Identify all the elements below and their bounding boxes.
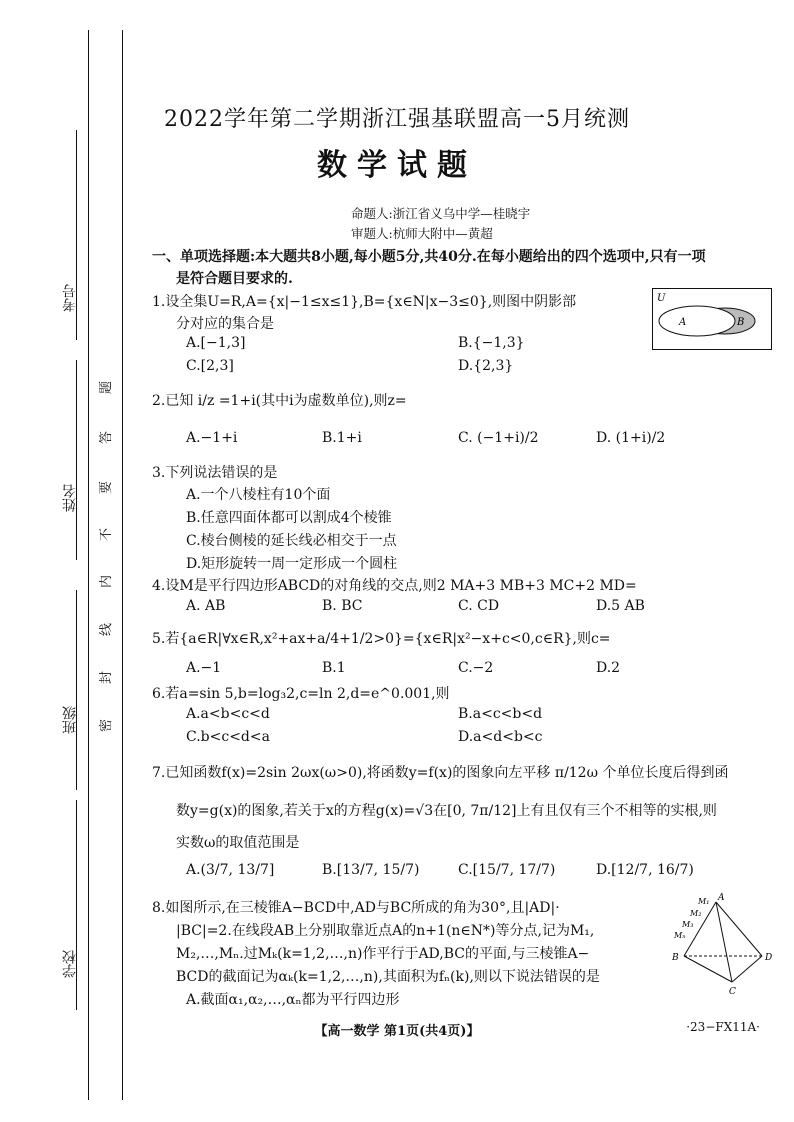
q6-option-c[interactable]: C.b<c<d<a xyxy=(186,729,270,745)
xingming-underline xyxy=(76,360,77,560)
venn-set-a xyxy=(659,306,735,336)
kaohao-label: 考号 xyxy=(62,284,78,312)
margin-line-inner xyxy=(122,30,123,1100)
paper-code: ·23−FX11A· xyxy=(686,1020,760,1034)
q8-stem: 8.如图所示,在三棱锥A−BCD中,AD与BC所成的角为30°,且|AD|· xyxy=(152,900,560,916)
exam-title: 2022学年第二学期浙江强基联盟高一5月统测 xyxy=(164,107,630,132)
q5-option-d[interactable]: D.2 xyxy=(596,660,621,676)
seal-char-4: 不 xyxy=(99,527,115,542)
q2-option-b[interactable]: B.1+i xyxy=(322,430,362,446)
edge-bc xyxy=(684,956,732,982)
q4-stem: 4.设M是平行四边形ABCD的对角线的交点,则2 MA+3 MB+3 MC+2 MD= xyxy=(152,578,637,594)
tetrahedron-figure xyxy=(666,890,776,998)
q1-option-c[interactable]: C.[2,3] xyxy=(186,358,234,374)
fig-label-m3: M₃ xyxy=(682,920,694,929)
q1-stem: 1.设全集U=R,A={x|−1≤x≤1},B={x∈N|x−3≤0},则图中阴影部 xyxy=(152,294,577,310)
q5-option-b[interactable]: B.1 xyxy=(322,660,346,676)
q4-option-c[interactable]: C. CD xyxy=(458,598,500,614)
venn-label-b: B xyxy=(737,317,745,328)
edge-cd xyxy=(732,956,762,982)
setter: 命题人:浙江省义乌中学—桂晓宇 xyxy=(351,206,531,221)
q4-option-b[interactable]: B. BC xyxy=(322,598,363,614)
seal-char-8: 密 xyxy=(99,718,115,733)
fig-label-d: D xyxy=(765,953,773,963)
q8-stem-cont2: M₂,…,Mₙ.过Mₖ(k=1,2,…,n)作平行于AD,BC的平面,与三棱锥A− xyxy=(176,946,590,962)
q1-stem-cont: 分对应的集合是 xyxy=(176,316,274,332)
seal-char-2: 答 xyxy=(99,430,115,445)
q3-stem: 3.下列说法错误的是 xyxy=(152,465,278,481)
q7-stem-cont: 数y=g(x)的图象,若关于x的方程g(x)=√3在[0, 7π/12]上有且仅有三个不相等的实根,则 xyxy=(176,803,717,819)
q7-option-a[interactable]: A.(3/7, 13/7] xyxy=(186,862,275,878)
section1-heading-cont: 是符合题目要求的. xyxy=(176,271,293,287)
fig-label-mn: Mₙ xyxy=(674,931,686,940)
seal-char-3: 要 xyxy=(99,480,115,495)
edge-ac xyxy=(716,902,732,982)
fig-label-m1: M₁ xyxy=(698,897,710,906)
q3-option-c[interactable]: C.棱台侧棱的延长线必相交于一点 xyxy=(186,533,397,549)
q6-option-a[interactable]: A.a<b<c<d xyxy=(186,706,270,722)
q7-option-c[interactable]: C.[15/7, 17/7) xyxy=(458,862,556,878)
q7-option-b[interactable]: B.[13/7, 15/7) xyxy=(322,862,420,878)
fig-label-c: C xyxy=(729,987,736,997)
q7-stem: 7.已知函数f(x)=2sin 2ωx(ω>0),将函数y=f(x)的图象向左平移 π/12ω 个单位长度后得到函 xyxy=(152,765,729,781)
xingming-label: 姓名 xyxy=(62,484,78,512)
q2-stem: 2.已知 i/z =1+i(其中i为虚数单位),则z= xyxy=(152,393,407,409)
q7-stem-cont2: 实数ω的取值范围是 xyxy=(176,835,300,851)
q8-stem-cont: |BC|=2.在线段AB上分别取靠近点A的n+1(n∈N*)等分点,记为M₁, xyxy=(176,923,595,939)
q2-option-d[interactable]: D. (1+i)/2 xyxy=(596,430,666,446)
reviewer: 审题人:杭师大附中—黄超 xyxy=(351,226,493,241)
banji-label: 班级 xyxy=(62,706,78,734)
fig-label-m2: M₂ xyxy=(690,909,702,918)
margin-line-outer xyxy=(88,30,89,1100)
q4-option-a[interactable]: A. AB xyxy=(186,598,226,614)
q1-option-a[interactable]: A.[−1,3] xyxy=(186,335,246,351)
q5-stem: 5.若{a∈R|∀x∈R,x²+ax+a/4+1/2>0}={x∈R|x²−x+c<0,c∈R},则c= xyxy=(152,631,611,647)
fig-label-b: B xyxy=(672,953,679,963)
q6-option-d[interactable]: D.a<d<b<c xyxy=(458,729,543,745)
venn-label-u: U xyxy=(657,293,666,304)
q6-option-b[interactable]: B.a<c<b<d xyxy=(458,706,543,722)
q3-option-b[interactable]: B.任意四面体都可以割成4个棱锥 xyxy=(186,510,392,526)
subject-title: 数学试题 xyxy=(317,148,477,183)
fig-label-a: A xyxy=(718,893,725,903)
q8-option-a[interactable]: A.截面α₁,α₂,…,αₙ都为平行四边形 xyxy=(186,992,400,1008)
q3-option-a[interactable]: A.一个八棱柱有10个面 xyxy=(186,487,331,503)
xuexiao-label: 学校 xyxy=(62,950,78,978)
page-footer: 【高一数学 第1页(共4页)】 xyxy=(314,1024,480,1039)
seal-char-6: 线 xyxy=(99,622,115,637)
section1-heading: 一、单项选择题:本大题共8小题,每小题5分,共40分.在每小题给出的四个选项中,只有一项 xyxy=(152,249,706,265)
seal-char-1: 题 xyxy=(99,380,115,395)
q5-option-c[interactable]: C.−2 xyxy=(458,660,494,676)
seal-char-7: 封 xyxy=(99,670,115,685)
q3-option-d[interactable]: D.矩形旋转一周一定形成一个圆柱 xyxy=(186,556,398,572)
banji-underline xyxy=(76,590,77,790)
q5-option-a[interactable]: A.−1 xyxy=(186,660,222,676)
venn-label-a: A xyxy=(679,317,687,328)
xuexiao-underline xyxy=(76,800,77,1010)
q6-stem: 6.若a=sin 5,b=log₃2,c=ln 2,d=e^0.001,则 xyxy=(152,686,450,702)
q7-option-d[interactable]: D.[12/7, 16/7) xyxy=(596,862,694,878)
seal-char-5: 内 xyxy=(99,574,115,589)
q8-stem-cont3: BCD的截面记为αₖ(k=1,2,…,n),其面积为fₙ(k),则以下说法错误的是 xyxy=(176,969,600,985)
q4-option-d[interactable]: D.5 AB xyxy=(596,598,645,614)
venn-diagram xyxy=(652,288,772,350)
q1-option-b[interactable]: B.{−1,3} xyxy=(458,335,525,351)
q2-option-c[interactable]: C. (−1+i)/2 xyxy=(458,430,539,446)
q1-option-d[interactable]: D.{2,3} xyxy=(458,358,514,374)
venn-svg xyxy=(653,289,771,349)
edge-ad xyxy=(716,902,762,956)
q2-option-a[interactable]: A.−1+i xyxy=(186,430,238,446)
